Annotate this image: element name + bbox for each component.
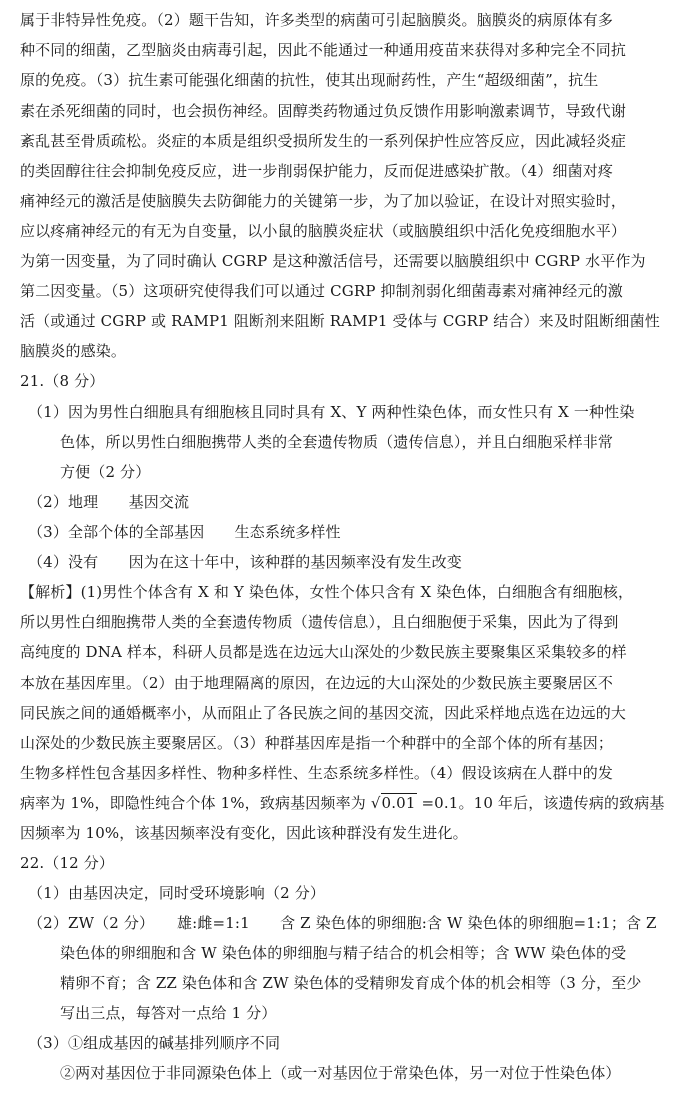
- text-line: 精卵不育；含 ZZ 染色体和含 ZW 染色体的受精卵发育成个体的机会相等（3 分，至少: [60, 974, 642, 992]
- text-line: 高纯度的 DNA 样本，科研人员都是选在边远大山深处的少数民族主要聚集区采集较多的样: [20, 643, 627, 661]
- text-line: 写出三点，每答对一点给 1 分）: [60, 1004, 277, 1022]
- text-line: 应以疼痛神经元的有无为自变量，以小鼠的脑膜炎症状（或脑膜组织中活化免疫细胞水平）: [20, 222, 627, 240]
- text-line: （3）全部个体的全部基因 生态系统多样性: [28, 523, 341, 541]
- text-line: 素在杀死细菌的同时，也会损伤神经。固醇类药物通过负反馈作用影响激素调节，导致代谢: [20, 102, 627, 120]
- text-line: （2）ZW（2 分） 雄:雌=1:1 含 Z 染色体的卵细胞:含 W 染色体的卵细胞=1:1；含 Z: [28, 914, 657, 932]
- text-line: 痛神经元的激活是使脑膜失去防御能力的关键第一步，为了加以验证，在设计对照实验时，: [20, 192, 627, 210]
- text-line: 色体，所以男性白细胞携带人类的全套遗传物质（遗传信息），并且白细胞采样非常: [60, 433, 614, 451]
- text-line: ②两对基因位于非同源染色体上（或一对基因位于常染色体，另一对位于性染色体）: [60, 1064, 621, 1082]
- formula-text-before: 病率为 1%，即隐性纯合个体 1%，致病基因频率为: [20, 794, 371, 812]
- text-line: 本放在基因库里。（2）由于地理隔离的原因，在边远的大山深处的少数民族主要聚居区不: [20, 674, 614, 692]
- text-line: 第二因变量。（5）这项研究使得我们可以通过 CGRP 抑制剂弱化细菌毒素对痛神经元的激: [20, 282, 623, 300]
- text-line: 【解析】(1)男性个体含有 X 和 Y 染色体，女性个体只含有 X 染色体，白细胞含有细胞核，: [20, 583, 634, 601]
- text-line: 为第一因变量，为了同时确认 CGRP 是这种激活信号，还需要以脑膜组织中 CGRP 水平作为: [20, 252, 646, 270]
- text-line: 22.（12 分）: [20, 854, 115, 872]
- text-line: 种不同的细菌，乙型脑炎由病毒引起，因此不能通过一种通用疫苗来获得对多种完全不同抗: [20, 41, 627, 59]
- text-line: （1）因为男性白细胞具有细胞核且同时具有 X、Y 两种性染色体，而女性只有 X 一种性染: [28, 403, 635, 421]
- text-line: 紊乱甚至骨质疏松。炎症的本质是组织受损所发生的一系列保护性应答反应，因此减轻炎症: [20, 132, 627, 150]
- radical-sign-icon: √: [370, 794, 381, 812]
- text-line: （4）没有 因为在这十年中，该种群的基因频率没有发生改变: [28, 553, 462, 571]
- radicand: 0.01: [381, 794, 416, 812]
- text-line: （1）由基因决定，同时受环境影响（2 分）: [28, 884, 326, 902]
- text-line: 染色体的卵细胞和含 W 染色体的卵细胞与精子结合的机会相等；含 WW 染色体的受: [60, 944, 627, 962]
- formula-text-after: =0.1。10 年后，该遗传病的致病基: [416, 794, 665, 812]
- text-line: 方便（2 分）: [60, 463, 151, 481]
- text-line: 同民族之间的通婚概率小，从而阻止了各民族之间的基因交流，因此采样地点选在边远的大: [20, 704, 627, 722]
- text-line: 脑膜炎的感染。: [20, 342, 127, 360]
- text-line: 活（或通过 CGRP 或 RAMP1 阻断剂来阻断 RAMP1 受体与 CGRP 结合）来及时阻断细菌性: [20, 312, 660, 330]
- text-line: 的类固醇往往会抑制免疫反应，进一步削弱保护能力，反而促进感染扩散。（4）细菌对疼: [20, 162, 614, 180]
- text-line: 原的免疫。（3）抗生素可能强化细菌的抗性，使其出现耐药性，产生“超级细菌”，抗生: [20, 71, 599, 89]
- text-line: 因频率为 10%，该基因频率没有变化，因此该种群没有发生进化。: [20, 824, 468, 842]
- square-root-expression: [371, 793, 417, 813]
- text-line: 生物多样性包含基因多样性、物种多样性、生态系统多样性。（4）假设该病在人群中的发: [20, 764, 614, 782]
- text-line: 所以男性白细胞携带人类的全套遗传物质（遗传信息），且白细胞便于采集，因此为了得到: [20, 613, 619, 631]
- text-line: 属于非特异性免疫。（2）题干告知，许多类型的病菌可引起脑膜炎。脑膜炎的病原体有多: [20, 11, 614, 29]
- text-line: 21.（8 分）: [20, 372, 105, 390]
- text-line: （3）①组成基因的碱基排列顺序不同: [28, 1034, 281, 1052]
- text-line: （2）地理 基因交流: [28, 493, 190, 511]
- text-line: 山深处的少数民族主要聚居区。（3）种群基因库是指一个种群中的全部个体的所有基因；: [20, 734, 614, 752]
- formula-line: [20, 793, 665, 813]
